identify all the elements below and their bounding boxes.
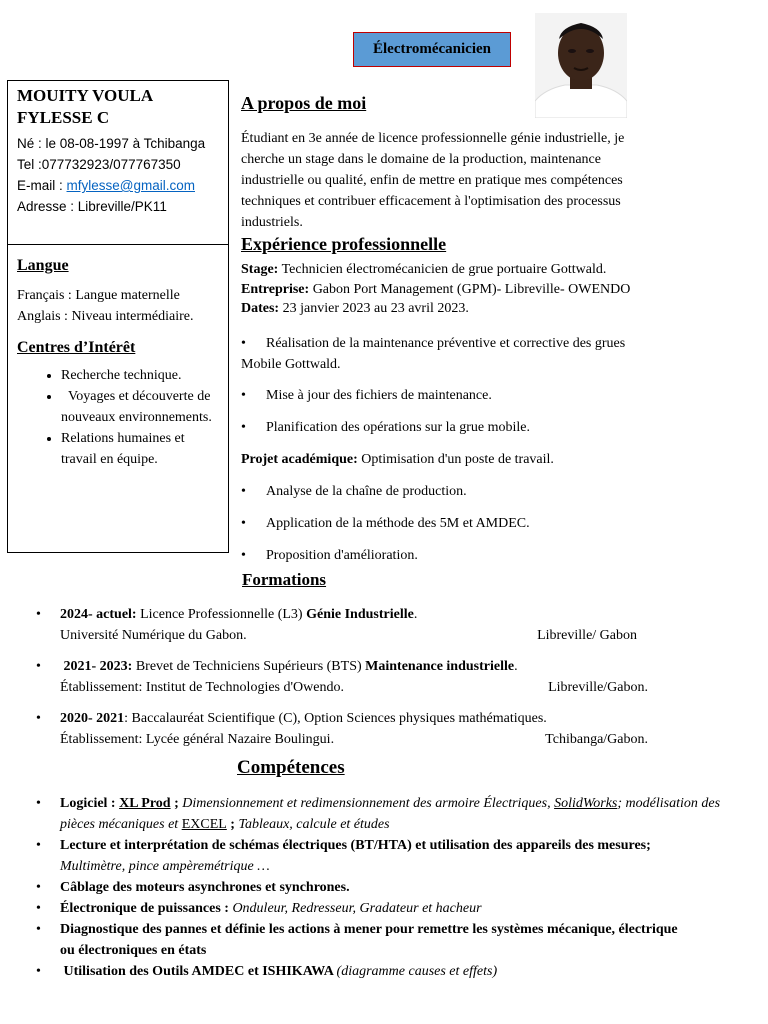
- task-item: [241, 417, 666, 438]
- task-item: [241, 333, 666, 375]
- formation-period: 2021- 2023:: [60, 659, 133, 674]
- logiciel-text-1: Dimensionnement et redimensionnement des armoire Électriques,: [182, 796, 555, 811]
- formation-strong: Génie Industrielle: [306, 607, 414, 622]
- elec-text: Onduleur, Redresseur, Gradateur et hacheur: [232, 901, 482, 916]
- formations-list: [36, 604, 676, 760]
- job-title-badge: Électromécanicien: [353, 32, 511, 67]
- bullet: •: [36, 901, 41, 916]
- elec-label: Électronique de puissances :: [60, 901, 233, 916]
- competences-list: [36, 793, 726, 982]
- interets-list: [17, 365, 219, 470]
- name-line-1: MOUITY VOULA: [17, 86, 154, 105]
- task-text: Application de la méthode des 5M et AMDEC.: [266, 516, 530, 531]
- bullet: •: [36, 607, 41, 622]
- name-line-2: FYLESSE C: [17, 108, 110, 127]
- email-label: E-mail :: [17, 178, 67, 193]
- projet-task-item: [241, 545, 666, 566]
- side-box: [7, 245, 229, 553]
- competence-item: [36, 835, 726, 877]
- interets-heading: Centres d’Intérêt: [17, 339, 136, 356]
- separator: ;: [170, 796, 183, 811]
- formation-desc: Licence Professionnelle (L3): [136, 607, 307, 622]
- formation-school: Établissement: Institut de Technologies d'Owendo.: [60, 680, 344, 695]
- formation-item: [36, 656, 676, 698]
- competence-item: [36, 877, 726, 898]
- formations-heading: Formations: [242, 570, 327, 589]
- formation-place: Libreville/ Gabon: [537, 628, 637, 643]
- list-item: • Recherche technique.: [61, 365, 219, 386]
- bullet: •: [36, 711, 41, 726]
- lecture-text: Lecture et interprétation de schémas électriques (BT/HTA) et utilisation des appareils des mesures;: [60, 838, 651, 853]
- bullet: •: [36, 964, 41, 979]
- apropos-heading: A propos de moi: [241, 93, 367, 113]
- formation-school: Université Numérique du Gabon.: [60, 628, 247, 643]
- langue-heading: Langue: [17, 257, 69, 274]
- langue-item: Français : Langue maternelle: [17, 288, 180, 303]
- dates-value: 23 janvier 2023 au 23 avril 2023.: [279, 301, 469, 316]
- formation-desc: : Baccalauréat Scientifique (C), Option Sciences physiques mathématiques.: [124, 711, 547, 726]
- address-info: Adresse : Libreville/PK11: [17, 199, 167, 214]
- list-item: • Relations humaines et travail en équipe.: [61, 428, 219, 470]
- formation-end: .: [514, 659, 518, 674]
- formation-place: Libreville/Gabon.: [548, 680, 648, 695]
- email-info: [17, 175, 219, 196]
- formation-period: 2020- 2021: [60, 711, 125, 726]
- formation-item: [36, 604, 676, 646]
- bullet: •: [36, 838, 41, 853]
- dates-label: Dates:: [241, 301, 280, 316]
- bullet: •: [241, 548, 246, 563]
- entreprise-line: [241, 280, 666, 300]
- bullet: •: [241, 388, 246, 403]
- formation-item: [36, 708, 676, 750]
- bullet: •: [241, 516, 246, 531]
- projet-task-item: [241, 481, 666, 502]
- competence-item: [36, 898, 726, 919]
- projet-line: [241, 449, 666, 470]
- excel-text: EXCEL: [181, 817, 227, 832]
- phone-info: Tel :077732923/077767350: [17, 157, 181, 172]
- cablage-text: Câblage des moteurs asynchrones et synchrones.: [60, 880, 350, 895]
- separator: ;: [226, 817, 239, 832]
- bullet: •: [241, 420, 246, 435]
- outils-label: Utilisation des Outils AMDEC et ISHIKAWA: [60, 964, 337, 979]
- outils-text: (diagramme causes et effets): [336, 964, 498, 979]
- task-text: Planification des opérations sur la grue mobile.: [266, 420, 530, 435]
- identity-box: [7, 80, 229, 245]
- projet-label: Projet académique:: [241, 452, 358, 467]
- stage-value: Technicien électromécanicien de grue portuaire Gottwald.: [278, 262, 607, 277]
- bullet: •: [36, 880, 41, 895]
- formation-place: Tchibanga/Gabon.: [545, 732, 648, 747]
- competence-item: [36, 793, 726, 835]
- xlprod-text: XL Prod: [119, 796, 171, 811]
- lecture-sub-text: Multimètre, pince ampèremétrique …: [60, 859, 270, 874]
- list-item: • Voyages et découverte de nouveaux environnements.: [61, 386, 219, 428]
- logiciel-label: Logiciel :: [60, 796, 120, 811]
- formation-end: .: [413, 607, 418, 622]
- formation-strong: Maintenance industrielle: [365, 659, 515, 674]
- experience-details: [241, 260, 666, 319]
- dates-line: [241, 299, 666, 319]
- solidworks-text: SolidWorks: [554, 796, 618, 811]
- formation-period: 2024- actuel:: [60, 607, 137, 622]
- projet-task-item: [241, 513, 666, 534]
- formation-school: Établissement: Lycée général Nazaire Boulingui.: [60, 732, 335, 747]
- logiciel-text-2: ; modélisation des pièces mécaniques et: [60, 796, 721, 832]
- apropos-text: Étudiant en 3e année de licence professionnelle génie industrielle, je cherche un stage dans le domaine de la production, maintenance industrielle ou qualité, enfin de mettre en pratique mes compétences techniques et contribuer efficacement à l'optimisation des processus industriels.: [241, 131, 625, 230]
- task-text: Analyse de la chaîne de production.: [266, 484, 467, 499]
- diag-text: Diagnostique des pannes et définie les actions à mener pour remettre les systèmes mécanique, électrique ou électroniques en états: [60, 922, 678, 958]
- competence-item: [36, 919, 726, 961]
- bullet: •: [36, 659, 41, 674]
- stage-label: Stage:: [241, 262, 279, 277]
- bullet: •: [241, 336, 246, 351]
- formation-desc: Brevet de Techniciens Supérieurs (BTS): [132, 659, 366, 674]
- langue-item: Anglais : Niveau intermédiaire.: [17, 309, 194, 324]
- projet-value: Optimisation d'un poste de travail.: [357, 452, 554, 467]
- task-text: Réalisation de la maintenance préventive et corrective des grues Mobile Gottwald.: [241, 336, 626, 372]
- entreprise-label: Entreprise:: [241, 281, 310, 297]
- experience-heading: Expérience professionnelle: [241, 234, 447, 254]
- stage-line: [241, 260, 666, 280]
- competences-heading: Compétences: [237, 757, 345, 778]
- bullet: •: [36, 796, 41, 811]
- task-item: [241, 385, 666, 406]
- task-text: Mise à jour des fichiers de maintenance.: [266, 388, 492, 403]
- competence-item: [36, 961, 726, 982]
- bullet: •: [36, 922, 41, 937]
- full-name: [17, 85, 219, 129]
- birth-info: Né : le 08-08-1997 à Tchibanga: [17, 136, 206, 151]
- task-text: Proposition d'amélioration.: [266, 548, 418, 563]
- entreprise-value: Gabon Port Management (GPM)- Libreville- OWENDO: [309, 281, 631, 297]
- bullet: •: [241, 484, 246, 499]
- logiciel-text-3: Tableaux, calcule et études: [238, 817, 390, 832]
- email-link[interactable]: mfylesse@gmail.com: [66, 178, 195, 193]
